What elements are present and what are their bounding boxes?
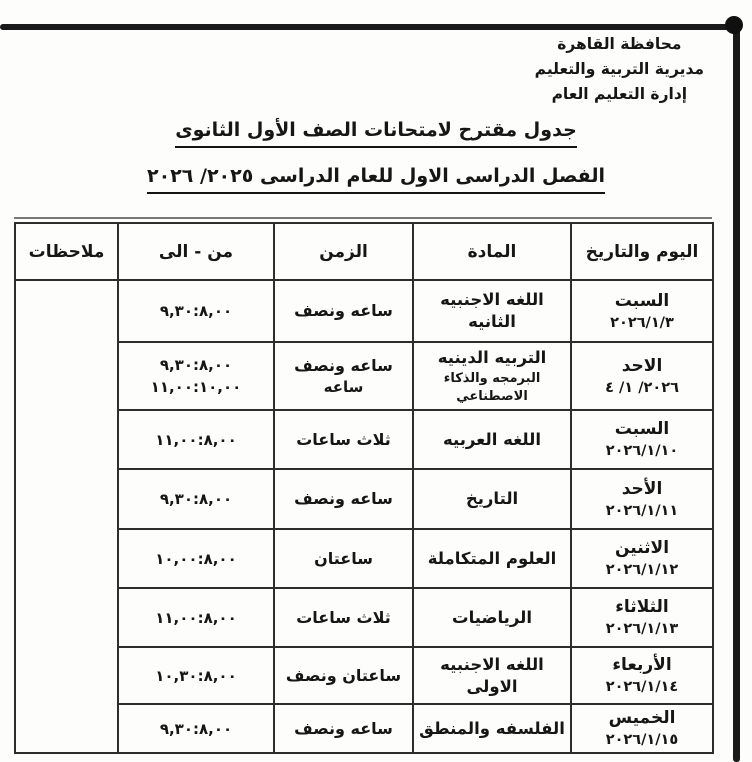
time-cell bbox=[118, 280, 274, 342]
title-line-2: الفصل الدراسى الاول للعام الدراسى ٢٠٢٥/ ٢٠٢٦ bbox=[147, 165, 605, 194]
date-value: ٢٠٢٦/١/١٤ bbox=[605, 679, 679, 695]
time-range: ١١,٠٠:٨,٠٠ bbox=[155, 430, 237, 449]
subject-cell bbox=[413, 469, 571, 529]
duration-cell bbox=[274, 704, 413, 753]
date-value: ٢٠٢٦/١/١٥ bbox=[605, 732, 679, 748]
governorate-name: محافظة القاهرة bbox=[557, 35, 682, 53]
exam-schedule-table bbox=[14, 222, 714, 754]
subject-name: اللغه الاجنبيه الاولى bbox=[440, 654, 544, 696]
page-border-top bbox=[0, 24, 742, 30]
day-name: الاحد bbox=[621, 355, 663, 376]
letterhead bbox=[535, 32, 704, 107]
title-line-1: جدول مقترح لامتحانات الصف الأول الثانوى bbox=[175, 119, 577, 148]
day-date-cell bbox=[571, 588, 713, 647]
time-cell bbox=[118, 410, 274, 469]
subject-name: الفلسفه والمنطق bbox=[419, 718, 565, 738]
subject-name-secondary: البرمجه والذكاء الاصطناعي bbox=[443, 370, 541, 404]
time-range: ١٠,٣٠:٨,٠٠ bbox=[155, 666, 237, 685]
subject-cell bbox=[413, 588, 571, 647]
day-name: الأحد bbox=[621, 478, 663, 499]
subject-cell bbox=[413, 529, 571, 588]
duration-value: ساعتان bbox=[314, 548, 373, 568]
day-date-cell bbox=[571, 342, 713, 410]
table-top-scan-line bbox=[14, 217, 712, 219]
table-header-row bbox=[15, 223, 713, 280]
day-name: السبت bbox=[614, 419, 670, 439]
time-range: ٩,٣٠:٨,٠٠ bbox=[159, 302, 233, 320]
time-range: ١٠,٠٠:٨,٠٠ bbox=[155, 549, 237, 568]
subject-cell bbox=[413, 410, 571, 469]
administration-name: إدارة التعليم العام bbox=[551, 85, 688, 103]
date-value: ٢٠٢٦/١/١٠ bbox=[605, 443, 679, 459]
time-cell bbox=[118, 529, 274, 588]
time-range: ٩,٣٠:٨,٠٠ bbox=[159, 356, 233, 374]
day-date-cell bbox=[571, 410, 713, 469]
time-cell bbox=[118, 588, 274, 647]
header-duration: الزمن bbox=[274, 223, 413, 280]
duration-value-secondary: ساعه bbox=[323, 378, 364, 396]
duration-cell bbox=[274, 280, 413, 342]
subject-name: اللغه الاجنبيه الثانيه bbox=[440, 290, 544, 331]
table-row bbox=[15, 410, 713, 469]
day-date-cell bbox=[571, 469, 713, 529]
subject-name: التربيه الدينيه bbox=[437, 347, 547, 367]
time-range: ١١,٠٠:٨,٠٠ bbox=[155, 608, 237, 627]
table-row bbox=[15, 469, 713, 529]
subject-name: اللغه العربيه bbox=[442, 429, 542, 449]
day-name: السبت bbox=[614, 290, 670, 311]
time-range: ٩,٣٠:٨,٠٠ bbox=[159, 490, 233, 508]
duration-value: ساعه ونصف bbox=[294, 356, 393, 375]
subject-cell bbox=[413, 704, 571, 753]
day-date-cell bbox=[571, 529, 713, 588]
subject-cell bbox=[413, 280, 571, 342]
duration-value: ساعه ونصف bbox=[294, 718, 393, 738]
table-row bbox=[15, 342, 713, 410]
table-row bbox=[15, 588, 713, 647]
subject-name: التاريخ bbox=[465, 489, 519, 508]
duration-value: ساعه ونصف bbox=[294, 489, 393, 508]
duration-cell bbox=[274, 410, 413, 469]
subject-cell bbox=[413, 647, 571, 704]
directorate-name: مديرية التربية والتعليم bbox=[534, 60, 704, 78]
day-date-cell bbox=[571, 704, 713, 753]
time-cell bbox=[118, 342, 274, 410]
day-date-cell bbox=[571, 280, 713, 342]
duration-value: ثلاث ساعات bbox=[296, 607, 391, 627]
date-value: ٢٠٢٦/١/١١ bbox=[605, 502, 679, 519]
document-title bbox=[0, 119, 752, 141]
time-cell bbox=[118, 469, 274, 529]
date-value: ٢٠٢٦/ ١/ ٤ bbox=[605, 379, 679, 396]
duration-cell bbox=[274, 342, 413, 410]
duration-value: ساعه ونصف bbox=[294, 301, 393, 320]
duration-value: ثلاث ساعات bbox=[296, 429, 391, 449]
time-range: ٩,٣٠:٨,٠٠ bbox=[159, 719, 233, 738]
day-name: الخميس bbox=[608, 708, 676, 728]
table-row bbox=[15, 704, 713, 753]
duration-cell bbox=[274, 469, 413, 529]
duration-value: ساعتان ونصف bbox=[285, 665, 402, 685]
date-value: ٢٠٢٦/١/٣ bbox=[610, 314, 674, 331]
duration-cell bbox=[274, 529, 413, 588]
header-notes: ملاحظات bbox=[15, 223, 118, 280]
date-value: ٢٠٢٦/١/١٣ bbox=[605, 621, 679, 637]
day-name: الاثنين bbox=[614, 538, 670, 558]
header-day-date: اليوم والتاريخ bbox=[571, 223, 713, 280]
page-border-corner bbox=[725, 16, 743, 34]
duration-cell bbox=[274, 588, 413, 647]
day-date-cell bbox=[571, 647, 713, 704]
header-from-to: من - الى bbox=[118, 223, 274, 280]
time-range-secondary: ١١,٠٠:١٠,٠٠ bbox=[150, 378, 242, 396]
table-row bbox=[15, 280, 713, 342]
table-row bbox=[15, 529, 713, 588]
document-subtitle bbox=[0, 165, 752, 187]
table-row bbox=[15, 647, 713, 704]
subject-name: الرياضيات bbox=[452, 607, 532, 627]
header-subject: المادة bbox=[413, 223, 571, 280]
subject-cell bbox=[413, 342, 571, 410]
day-name: الأربعاء bbox=[612, 655, 672, 675]
subject-name: العلوم المتكاملة bbox=[427, 548, 557, 568]
time-cell bbox=[118, 647, 274, 704]
time-cell bbox=[118, 704, 274, 753]
day-name: الثلاثاء bbox=[615, 597, 669, 617]
duration-cell bbox=[274, 647, 413, 704]
date-value: ٢٠٢٦/١/١٢ bbox=[605, 562, 679, 578]
notes-cell bbox=[15, 280, 118, 753]
